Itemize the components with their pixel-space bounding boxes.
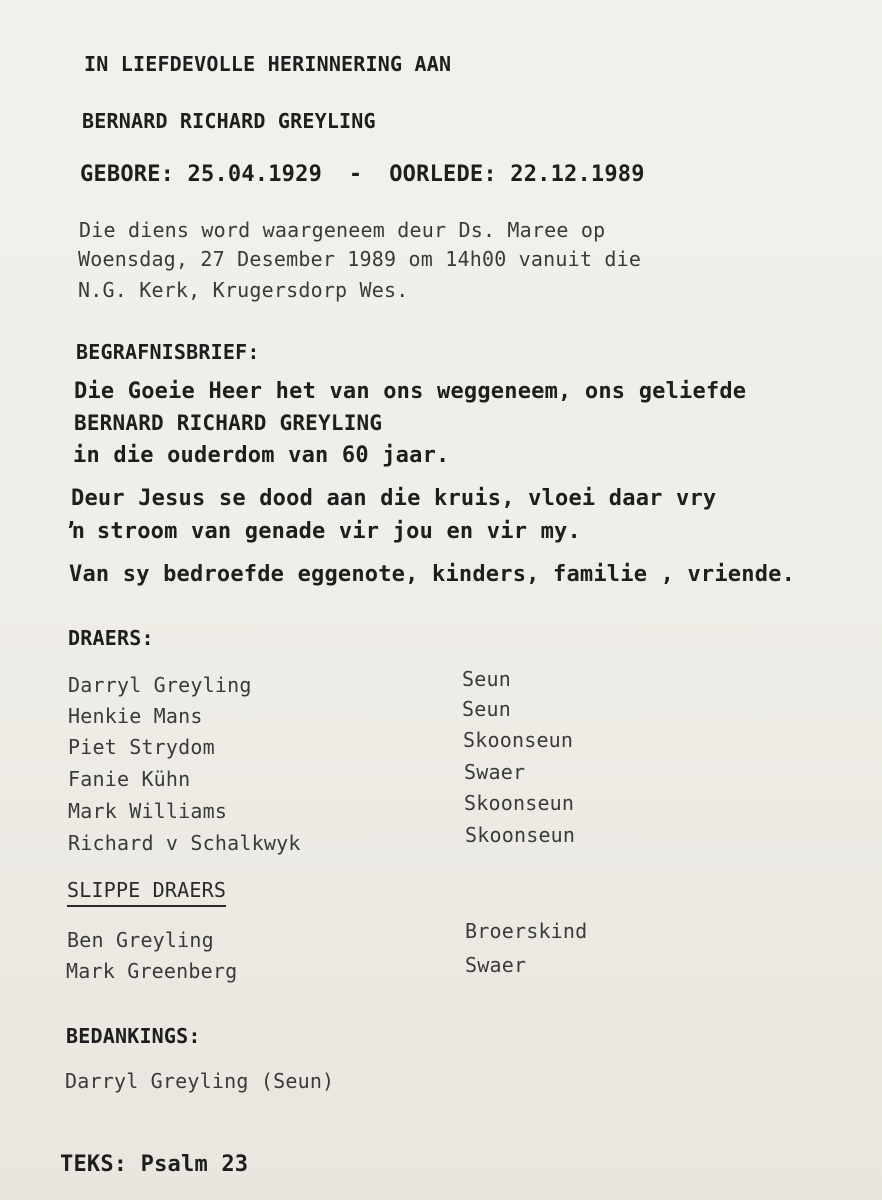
letter-heading: BEGRAFNISBRIEF: [76, 340, 260, 364]
verse-line-2: ŉ stroom van genade vir jou en vir my. [70, 519, 581, 544]
letter-line-3: in die ouderdom van 60 jaar. [73, 443, 450, 468]
pall-bearers-heading: SLIPPE DRAERS [67, 878, 226, 907]
bearer-relation: Skoonseun [463, 728, 574, 752]
pall-bearer-name: Mark Greenberg [66, 959, 238, 983]
service-line-1: Die diens word waargeneem deur Ds. Maree op [79, 218, 606, 242]
bearer-name: Darryl Greyling [68, 673, 252, 697]
bearer-name: Piet Strydom [68, 735, 215, 759]
thanks-heading: BEDANKINGS: [66, 1024, 201, 1048]
bearer-relation: Skoonseun [465, 823, 576, 847]
bearer-name: Fanie Kühn [68, 767, 191, 791]
pall-bearer-relation: Swaer [465, 953, 527, 977]
bearer-relation: Swaer [464, 760, 526, 784]
bearer-name: Henkie Mans [68, 704, 203, 728]
bearer-name: Mark Williams [68, 799, 228, 823]
family-line: Van sy bedroefde eggenote, kinders, familie , vriende. [69, 562, 796, 587]
pall-bearer-name: Ben Greyling [67, 928, 214, 952]
service-line-3: N.G. Kerk, Krugersdorp Wes. [78, 278, 409, 302]
memorial-heading: IN LIEFDEVOLLE HERINNERING AAN [84, 52, 452, 76]
service-line-2: Woensdag, 27 Desember 1989 om 14h00 vanuit die [78, 247, 642, 271]
bearer-name: Richard v Schalkwyk [68, 831, 301, 855]
bearer-relation: Skoonseun [464, 791, 575, 815]
thanks-line: Darryl Greyling (Seun) [65, 1069, 335, 1093]
letter-line-2: BERNARD RICHARD GREYLING [74, 411, 383, 435]
letter-line-1: Die Goeie Heer het van ons weggeneem, ons geliefde [74, 379, 747, 404]
pall-bearer-relation: Broerskind [465, 919, 588, 943]
bearers-heading: DRAERS: [68, 626, 154, 650]
scripture-text: TEKS: Psalm 23 [60, 1152, 249, 1177]
verse-line-1: Deur Jesus se dood aan die kruis, vloei daar vry [71, 486, 717, 511]
bearer-relation: Seun [462, 697, 511, 721]
deceased-name: BERNARD RICHARD GREYLING [82, 109, 376, 133]
bearer-relation: Seun [462, 667, 511, 691]
dates-line: GEBORE: 25.04.1929 - OORLEDE: 22.12.1989 [80, 162, 645, 187]
